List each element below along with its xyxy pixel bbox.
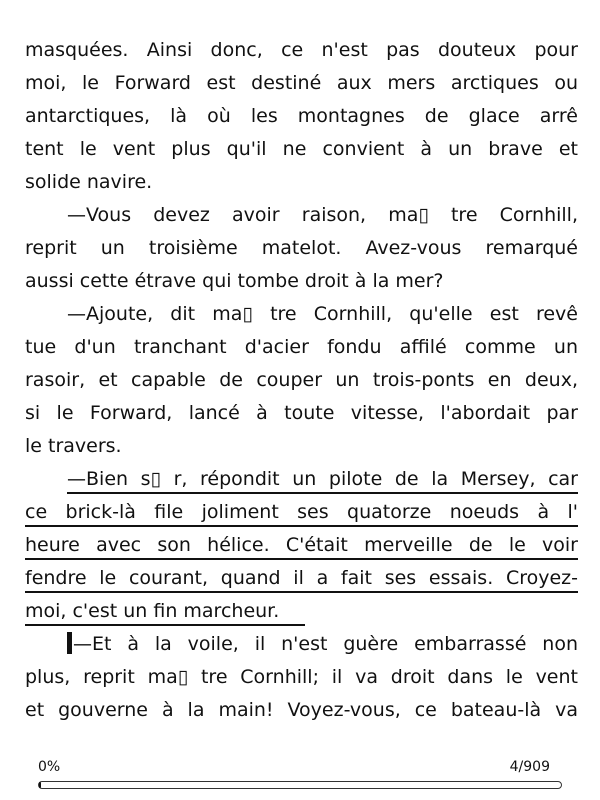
page-text[interactable] [25,34,578,727]
text-line-content: reprit un troisième matelot. Avez-vous remarqué [25,237,578,259]
text-line [25,199,578,232]
text-line [25,133,578,166]
text-line-content: —Vous devez avoir raison, ma▯ tre Cornhill, [67,204,578,226]
text-line [25,661,578,694]
progress-percent: 0% [38,759,61,775]
text-line-content: moi, c'est un fin marcheur. [25,600,280,622]
text-line [25,331,578,364]
text-line [25,298,578,331]
progress-bar-fill [39,782,41,788]
text-line-content: —Et à la voile, il n'est guère embarrassé non [73,633,578,655]
text-line [25,364,578,397]
page-counter: 4/909 [509,759,550,775]
status-bar [38,756,560,778]
text-line [25,265,578,298]
text-line-content: antarctiques, là où les montagnes de glace arrê [25,105,578,127]
text-line-content: fendre le courant, quand il a fait ses essais. Croyez- [25,567,578,589]
text-line [25,694,578,727]
text-line [25,232,578,265]
text-line-content: masquées. Ainsi donc, ce n'est pas douteux pour [25,39,578,61]
text-line-content: solide navire. [25,171,153,193]
text-line-content: le travers. [25,435,122,457]
text-line [25,67,578,100]
text-line-content: tent le vent plus qu'il ne convient à un brave et [25,138,578,160]
highlighted-text-line [25,529,578,562]
text-line-content: rasoir, et capable de couper un trois-ponts en deux, [25,369,578,391]
highlighted-text-line [25,496,578,529]
text-line [25,100,578,133]
text-line-content: si le Forward, lancé à toute vitesse, l'abordait par [25,402,578,424]
text-line-content: tue d'un tranchant d'acier fondu affilé comme un [25,336,578,358]
text-line [25,166,578,199]
highlighted-text-line [25,463,578,496]
text-line [25,34,578,67]
text-line-content: heure avec son hélice. C'était merveille de le voir [25,534,578,556]
text-line-content: —Ajoute, dit ma▯ tre Cornhill, qu'elle est revê [67,303,578,325]
highlighted-text-line [25,595,578,628]
text-line [25,397,578,430]
text-line-content: plus, reprit ma▯ tre Cornhill; il va droit dans le vent [25,666,578,688]
text-line-content: moi, le Forward est destiné aux mers arctiques ou [25,72,578,94]
text-line-content: aussi cette étrave qui tombe droit à la mer? [25,270,444,292]
text-line-content: et gouverne à la main! Voyez-vous, ce bateau-là va [25,699,578,721]
text-line [25,628,578,661]
highlighted-text-line [25,562,578,595]
text-line-content: —Bien s▯ r, répondit un pilote de la Mersey, car [67,468,578,490]
progress-bar[interactable] [38,781,562,789]
text-line [25,430,578,463]
text-cursor [67,632,72,654]
text-line-content: ce brick-là file joliment ses quatorze noeuds à l' [25,501,578,523]
